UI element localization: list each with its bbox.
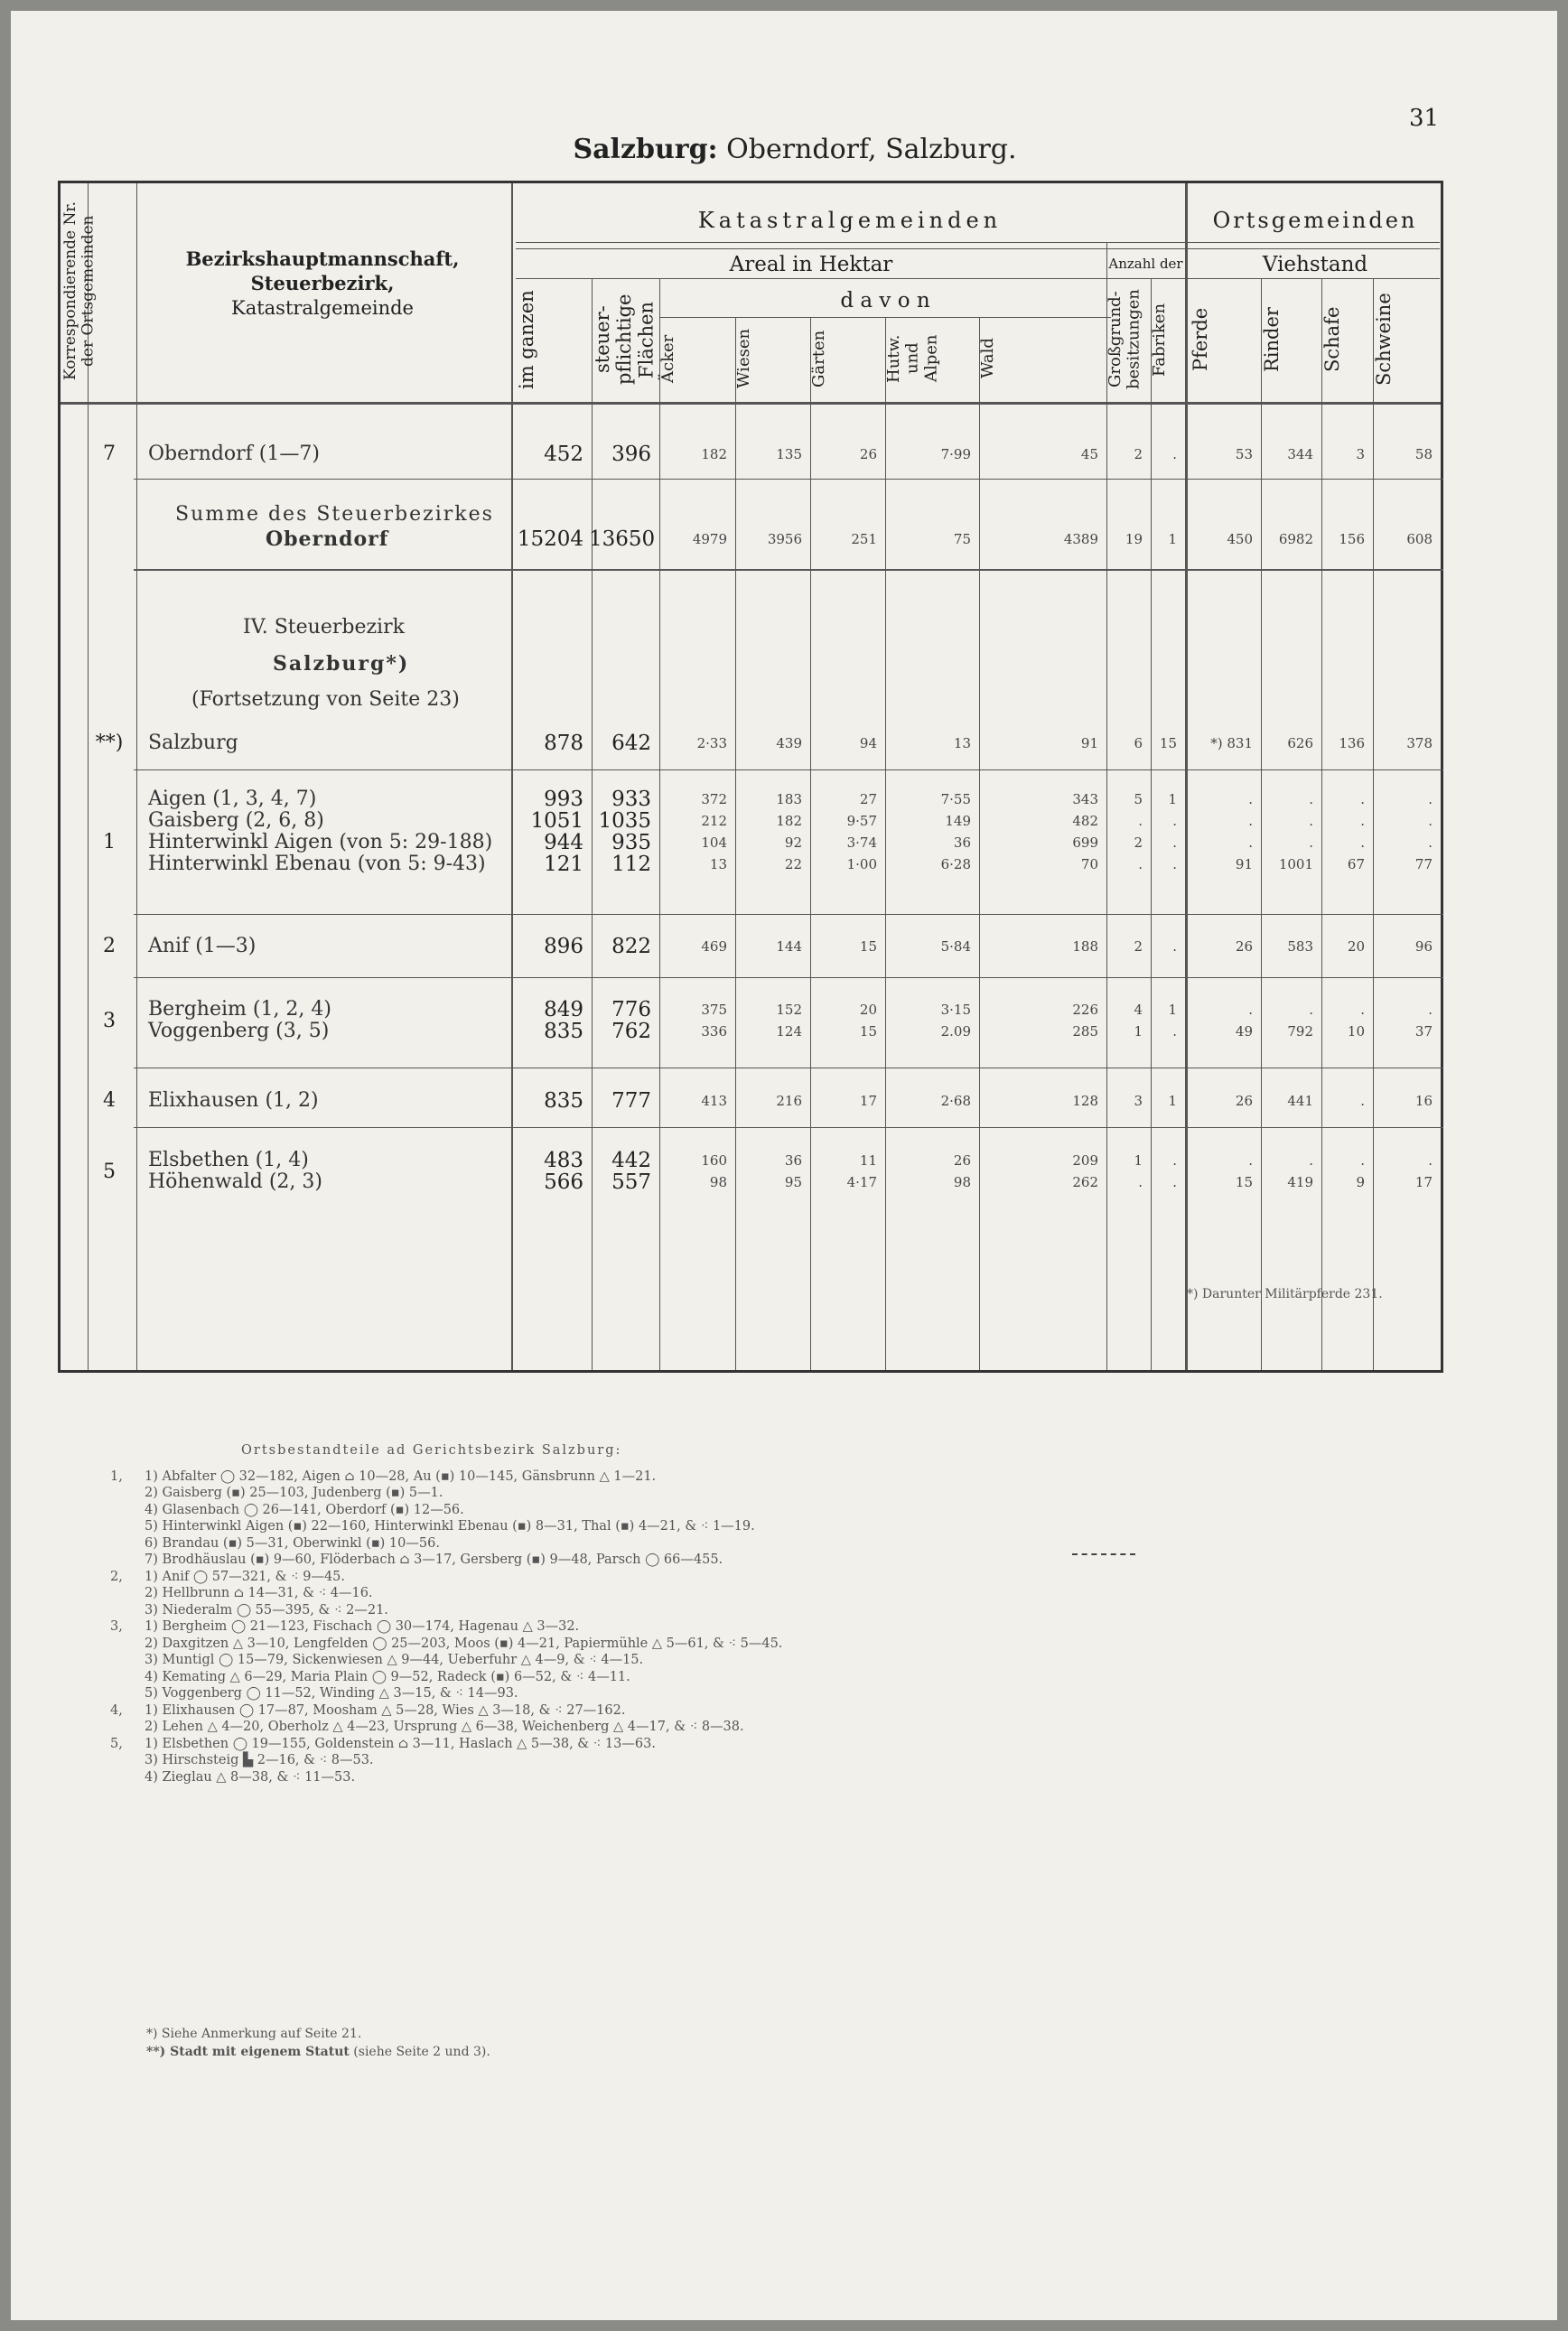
ortsliste-text: 3) Niederalm ◯ 55—395, & ⁖ 2—21.	[145, 1602, 388, 1618]
cell-schafe: .	[1360, 791, 1365, 807]
row-nr: 2	[103, 935, 116, 957]
cell-wiesen: 144	[776, 938, 802, 955]
cell-aecker: 372	[701, 791, 727, 807]
cell-wiesen: 124	[776, 1023, 802, 1040]
cell-pferde: 26	[1235, 938, 1253, 955]
cell-aecker: 98	[709, 1174, 727, 1190]
cell-aecker: 182	[701, 446, 727, 462]
cell-hutw: 2.09	[940, 1023, 971, 1040]
cell-steuer: 777	[611, 1089, 651, 1113]
military-note: *) Darunter Militärpferde 231.	[1187, 1287, 1383, 1301]
cell-ganz: 121	[544, 853, 583, 876]
row-name: Anif (1—3)	[148, 935, 257, 957]
cell-fabr: 1	[1168, 791, 1177, 807]
cell-fabr: 1	[1168, 531, 1177, 547]
cell-wiesen: 92	[784, 834, 802, 851]
row-nr: 3	[103, 1010, 116, 1032]
ortsliste-line	[101, 1469, 1185, 1486]
cell-wald: 209	[1072, 1152, 1098, 1169]
header-bezirk	[142, 247, 503, 321]
cell-wald: 262	[1072, 1174, 1098, 1190]
cell-rinder: .	[1309, 813, 1313, 829]
cell-pferde: .	[1248, 1002, 1253, 1018]
row-name: Höhenwald (2, 3)	[148, 1170, 322, 1193]
ortsliste-text: 1) Elsbethen ◯ 19—155, Goldenstein ⌂ 3—11, Haslach △ 5—38, & ⁖ 13—63.	[145, 1736, 656, 1751]
cell-pferde: .	[1248, 1152, 1253, 1169]
cell-schweine: 58	[1414, 446, 1433, 462]
cell-schweine: .	[1428, 834, 1433, 851]
cell-gross: 6	[1134, 735, 1143, 751]
footnote-2	[146, 2043, 490, 2061]
cell-schweine: 608	[1406, 531, 1433, 547]
row-name: Elixhausen (1, 2)	[148, 1089, 319, 1112]
cell-schweine: .	[1428, 1002, 1433, 1018]
ortsliste-line	[101, 1719, 1185, 1736]
header-steuer: steuer-pflichtige Flächen	[592, 294, 658, 386]
cell-pferde: 15	[1235, 1174, 1253, 1190]
ortsliste-group: 5,	[110, 1736, 123, 1751]
cell-gross: 2	[1134, 834, 1143, 851]
row-name: Voggenberg (3, 5)	[148, 1020, 330, 1042]
header-pferde: Pferde	[1190, 307, 1211, 372]
cell-schafe: .	[1360, 1152, 1365, 1169]
cell-steuer: 822	[611, 935, 651, 958]
cell-gaerten: 26	[859, 446, 877, 462]
cell-pferde: .	[1248, 791, 1253, 807]
ortsliste-text: 2) Lehen △ 4—20, Oberholz △ 4—23, Ursprung △ 6—38, Weichenberg △ 4—17, & ⁖ 8—38.	[145, 1720, 744, 1734]
cell-schweine: 16	[1414, 1093, 1433, 1109]
cell-aecker: 2·33	[696, 735, 727, 751]
ortsliste-line	[101, 1502, 1185, 1519]
header-wald: Wald	[978, 338, 997, 379]
cell-steuer: 13650	[589, 527, 656, 551]
section-subtitle: Salzburg*)	[273, 652, 410, 676]
cell-rinder: .	[1309, 1002, 1313, 1018]
ortsliste-line	[101, 1602, 1185, 1619]
cell-schafe: 10	[1347, 1023, 1365, 1040]
cell-ganz: 849	[544, 998, 583, 1021]
ortsliste-text: 4) Glasenbach ◯ 26—141, Oberdorf (▪) 12—56.	[145, 1502, 464, 1517]
ortsliste-text: 1) Bergheim ◯ 21—123, Fischach ◯ 30—174, Hagenau △ 3—32.	[145, 1619, 580, 1634]
cell-wiesen: 36	[784, 1152, 802, 1169]
cell-schweine: 77	[1414, 856, 1433, 872]
cell-fabr: .	[1172, 1174, 1177, 1190]
cell-schafe: .	[1360, 813, 1365, 829]
header-bezirk-line3: Katastralgemeinde	[231, 296, 414, 319]
cell-schweine: 96	[1414, 938, 1433, 955]
cell-steuer: 935	[611, 831, 651, 854]
cell-schafe: 9	[1356, 1174, 1365, 1190]
cell-gaerten: 1·00	[846, 856, 877, 872]
cell-hutw: 3·15	[940, 1002, 971, 1018]
cell-hutw: 75	[953, 531, 971, 547]
cell-schafe: .	[1360, 1002, 1365, 1018]
cell-aecker: 13	[709, 856, 727, 872]
row-nr: 4	[103, 1089, 116, 1112]
cell-fabr: .	[1172, 938, 1177, 955]
page-title	[11, 134, 1557, 165]
header-bezirk-line1: Bezirkshauptmannschaft,	[185, 247, 460, 270]
header-gaerten: Gärten	[809, 330, 828, 387]
cell-wiesen: 152	[776, 1002, 802, 1018]
ortsliste-text: 4) Zieglau △ 8—38, & ⁖ 11—53.	[145, 1769, 356, 1785]
ortsliste-line	[101, 1702, 1185, 1720]
cell-aecker: 469	[701, 938, 727, 955]
cell-steuer: 762	[611, 1020, 651, 1043]
ortsliste-line	[101, 1652, 1185, 1669]
ortsliste-text: 5) Voggenberg ◯ 11—52, Winding △ 3—15, & ⁖ 14—93.	[145, 1686, 518, 1701]
header-aecker: Äcker	[658, 334, 677, 383]
cell-schweine: 17	[1414, 1174, 1433, 1190]
footnote-1: *) Siehe Anmerkung auf Seite 21.	[146, 2027, 362, 2041]
cell-ganz: 835	[544, 1020, 583, 1043]
cell-wiesen: 183	[776, 791, 802, 807]
cell-wiesen: 439	[776, 735, 802, 751]
cell-wiesen: 182	[776, 813, 802, 829]
page	[11, 11, 1557, 2320]
ortsliste-line	[101, 1736, 1185, 1753]
cell-hutw: 7·99	[940, 446, 971, 462]
cell-wald: 4389	[1063, 531, 1098, 547]
header-hutw: Hutw. und Alpen	[884, 334, 941, 383]
cell-wald: 343	[1072, 791, 1098, 807]
header-bezirk-line2: Steuerbezirk,	[250, 272, 395, 295]
cell-schafe: 67	[1347, 856, 1365, 872]
cell-gaerten: 27	[859, 791, 877, 807]
cell-ganz: 483	[544, 1149, 583, 1172]
header-corr-nr: Korrespondierende Nr. der Ortsgemeinden	[61, 201, 98, 380]
cell-fabr: .	[1172, 856, 1177, 872]
cell-pferde: 53	[1235, 446, 1253, 462]
cell-aecker: 375	[701, 1002, 727, 1018]
cell-steuer: 112	[611, 853, 651, 876]
header-gross: Großgrund-besitzungen	[1106, 289, 1143, 390]
ortsliste-line	[101, 1552, 1185, 1569]
row-nr: 7	[103, 443, 116, 465]
cell-ganz: 15204	[517, 527, 583, 551]
summe-label-bold: Oberndorf	[266, 527, 389, 551]
ortsliste-text: 5) Hinterwinkl Aigen (▪) 22—160, Hinterwinkl Ebenau (▪) 8—31, Thal (▪) 4—21, & ⁖ 1—19.	[145, 1519, 755, 1534]
cell-rinder: .	[1309, 834, 1313, 851]
cell-hutw: 5·84	[940, 938, 971, 955]
cell-fabr: 15	[1159, 735, 1177, 751]
row-name: Salzburg	[148, 732, 238, 754]
cell-rinder: 583	[1287, 938, 1313, 955]
footnote-2-bold: **) Stadt mit eigenem Statut	[146, 2045, 350, 2059]
ortsliste-text: 3) Muntigl ◯ 15—79, Sickenwiesen △ 9—44, Ueberfuhr △ 4—9, & ⁖ 4—15.	[145, 1653, 644, 1667]
ortsliste-text: 1) Abfalter ◯ 32—182, Aigen ⌂ 10—28, Au (▪) 10—145, Gänsbrunn △ 1—21.	[145, 1469, 657, 1484]
row-name: Aigen (1, 3, 4, 7)	[148, 788, 317, 810]
cell-rinder: 441	[1287, 1093, 1313, 1109]
ortsliste-line	[101, 1569, 1185, 1586]
ortsliste-line	[101, 1685, 1185, 1702]
cell-schweine: .	[1428, 1152, 1433, 1169]
cell-fabr: .	[1172, 834, 1177, 851]
ortsliste-line	[101, 1636, 1185, 1653]
cell-gaerten: 17	[859, 1093, 877, 1109]
cell-hutw: 6·28	[940, 856, 971, 872]
cell-steuer: 442	[611, 1149, 651, 1172]
cell-hutw: 149	[945, 813, 971, 829]
cell-schweine: 37	[1414, 1023, 1433, 1040]
cell-gross: 1	[1134, 1152, 1143, 1169]
cell-ganz: 566	[544, 1170, 583, 1194]
row-name: Hinterwinkl Ebenau (von 5: 9-43)	[148, 853, 486, 875]
header-ganz: im ganzen	[516, 290, 537, 389]
ortsliste-text: 3) Hirschsteig ▙ 2—16, & ⁖ 8—53.	[145, 1753, 374, 1767]
cell-hutw: 26	[953, 1152, 971, 1169]
cell-ganz: 896	[544, 935, 583, 958]
cell-ganz: 993	[544, 788, 583, 811]
cell-gaerten: 20	[859, 1002, 877, 1018]
cell-pferde: *) 831	[1210, 735, 1253, 751]
footnotes	[146, 2025, 490, 2061]
cell-rinder: 792	[1287, 1023, 1313, 1040]
cell-schafe: 136	[1339, 735, 1365, 751]
cell-steuer: 642	[611, 732, 651, 755]
cell-wald: 482	[1072, 813, 1098, 829]
ortsliste-group: 4,	[110, 1702, 123, 1718]
cell-fabr: 1	[1168, 1093, 1177, 1109]
cell-wiesen: 95	[784, 1174, 802, 1190]
cell-ganz: 835	[544, 1089, 583, 1113]
cell-fabr: .	[1172, 1023, 1177, 1040]
header-fabr: Fabriken	[1150, 303, 1169, 377]
cell-fabr: .	[1172, 813, 1177, 829]
cell-gross: 2	[1134, 938, 1143, 955]
summe-label: Summe des Steuerbezirkes	[175, 503, 494, 526]
ortsbestandteile-list	[101, 1442, 1185, 1786]
row-divider	[134, 914, 1443, 915]
cell-fabr: 1	[1168, 1002, 1177, 1018]
row-nr: 5	[103, 1161, 116, 1183]
row-nr: 1	[103, 831, 116, 853]
page-title-rest: Oberndorf, Salzburg.	[717, 134, 1017, 165]
cell-rinder: 6982	[1278, 531, 1313, 547]
row-name: Hinterwinkl Aigen (von 5: 29-188)	[148, 831, 493, 853]
cell-wiesen: 22	[784, 856, 802, 872]
cell-rinder: 1001	[1278, 856, 1313, 872]
cell-pferde: 49	[1235, 1023, 1253, 1040]
cell-hutw: 2·68	[940, 1093, 971, 1109]
cell-ganz: 944	[544, 831, 583, 854]
cell-steuer: 776	[611, 998, 651, 1021]
cell-pferde: .	[1248, 813, 1253, 829]
cell-ganz: 1051	[530, 809, 583, 833]
cell-wald: 226	[1072, 1002, 1098, 1018]
cell-gaerten: 3·74	[846, 834, 877, 851]
cell-rinder: 344	[1287, 446, 1313, 462]
cell-aecker: 212	[701, 813, 727, 829]
cell-hutw: 7·55	[940, 791, 971, 807]
cell-steuer: 557	[611, 1170, 651, 1194]
cell-pferde: 91	[1235, 856, 1253, 872]
cell-schafe: 3	[1356, 446, 1365, 462]
ortsliste-group: 1,	[110, 1469, 123, 1484]
row-divider	[134, 1127, 1443, 1128]
cell-rinder: 626	[1287, 735, 1313, 751]
footnote-2-rest: (siehe Seite 2 und 3).	[349, 2045, 490, 2059]
cell-hutw: 36	[953, 834, 971, 851]
row-divider	[134, 769, 1443, 770]
cell-gaerten: 15	[859, 1023, 877, 1040]
row-divider	[134, 977, 1443, 978]
cell-schafe: 156	[1339, 531, 1365, 547]
cell-wald: 45	[1080, 446, 1098, 462]
page-number: 31	[1409, 105, 1440, 132]
ortsliste-text: 1) Elixhausen ◯ 17—87, Moosham △ 5—28, Wies △ 3—18, & ⁖ 27—162.	[145, 1702, 626, 1718]
header-rinder: Rinder	[1261, 307, 1283, 372]
cell-schafe: 20	[1347, 938, 1365, 955]
cell-wald: 188	[1072, 938, 1098, 955]
cell-wald: 70	[1080, 856, 1098, 872]
cell-schweine: .	[1428, 791, 1433, 807]
ortsliste-text: 1) Anif ◯ 57—321, & ⁖ 9—45.	[145, 1569, 346, 1584]
cell-ganz: 452	[544, 443, 583, 466]
cell-hutw: 98	[953, 1174, 971, 1190]
page-title-bold: Salzburg:	[573, 134, 718, 165]
ortsliste-line	[101, 1752, 1185, 1769]
row-name: Gaisberg (2, 6, 8)	[148, 809, 324, 832]
header-anzahl: Anzahl der	[1108, 256, 1183, 272]
cell-gross: 1	[1134, 1023, 1143, 1040]
ortsliste-group: 2,	[110, 1569, 123, 1584]
cell-schweine: .	[1428, 813, 1433, 829]
cell-aecker: 104	[701, 834, 727, 851]
header-areal: Areal in Hektar	[729, 253, 893, 276]
cell-hutw: 13	[953, 735, 971, 751]
cell-pferde: .	[1248, 834, 1253, 851]
cell-schweine: 378	[1406, 735, 1433, 751]
cell-aecker: 4979	[692, 531, 727, 547]
cell-gaerten: 11	[859, 1152, 877, 1169]
cell-gross: .	[1138, 813, 1143, 829]
section-note: (Fortsetzung von Seite 23)	[191, 688, 460, 711]
cell-fabr: .	[1172, 1152, 1177, 1169]
header-schafe: Schafe	[1321, 306, 1343, 373]
ortsliste-line	[101, 1585, 1185, 1602]
cell-gaerten: 9·57	[846, 813, 877, 829]
header-katastral: Katastralgemeinden	[697, 208, 1003, 233]
cell-gross: 3	[1134, 1093, 1143, 1109]
cell-schafe: .	[1360, 834, 1365, 851]
header-viehstand: Viehstand	[1262, 253, 1368, 276]
cell-ganz: 878	[544, 732, 583, 755]
cell-aecker: 160	[701, 1152, 727, 1169]
ortsliste-text: 7) Brodhäuslau (▪) 9—60, Flöderbach ⌂ 3—17, Gersberg (▪) 9—48, Parsch ◯ 66—455.	[145, 1552, 723, 1567]
cell-gross: 5	[1134, 791, 1143, 807]
row-divider	[134, 479, 1443, 480]
cell-schafe: .	[1360, 1093, 1365, 1109]
cell-aecker: 336	[701, 1023, 727, 1040]
cell-fabr: .	[1172, 446, 1177, 462]
ortsliste-text: 4) Kemating △ 6—29, Maria Plain ◯ 9—52, Radeck (▪) 6—52, & ⁖ 4—11.	[145, 1669, 630, 1684]
ortsliste-line	[101, 1518, 1185, 1535]
cell-gross: 4	[1134, 1002, 1143, 1018]
ortsliste-group: 3,	[110, 1619, 123, 1634]
cell-gaerten: 94	[859, 735, 877, 751]
cell-wald: 91	[1080, 735, 1098, 751]
cell-wiesen: 135	[776, 446, 802, 462]
cell-steuer: 396	[611, 443, 651, 466]
row-nr: **)	[95, 732, 124, 754]
cell-wiesen: 3956	[767, 531, 802, 547]
cell-pferde: 450	[1227, 531, 1253, 547]
ortsliste-line	[101, 1485, 1185, 1502]
ortsliste-text: 6) Brandau (▪) 5—31, Oberwinkl (▪) 10—56.	[145, 1535, 440, 1551]
header-ortsgemeinden: Ortsgemeinden	[1212, 208, 1418, 233]
header-davon: d a v o n	[840, 289, 930, 312]
row-divider	[134, 569, 1443, 571]
section-title: IV. Steuerbezirk	[243, 616, 405, 639]
ortsliste-text: 2) Hellbrunn ⌂ 14—31, & ⁖ 4—16.	[145, 1586, 373, 1600]
ortsliste-title: Ortsbestandteile ad Gerichtsbezirk Salzburg:	[241, 1443, 622, 1458]
ortsliste-text: 2) Gaisberg (▪) 25—103, Judenberg (▪) 5—1.	[145, 1486, 443, 1500]
header-schweine: Schweine	[1373, 293, 1395, 387]
header-wiesen: Wiesen	[734, 328, 753, 389]
cell-steuer: 933	[611, 788, 651, 811]
cell-rinder: 419	[1287, 1174, 1313, 1190]
statistics-table	[58, 181, 1443, 1373]
row-name: Bergheim (1, 2, 4)	[148, 998, 331, 1021]
ortsliste-line	[101, 1535, 1185, 1552]
row-name: Oberndorf (1—7)	[148, 443, 320, 465]
cell-wald: 128	[1072, 1093, 1098, 1109]
cell-wald: 285	[1072, 1023, 1098, 1040]
cell-pferde: 26	[1235, 1093, 1253, 1109]
cell-rinder: .	[1309, 1152, 1313, 1169]
cell-gross: 19	[1125, 531, 1143, 547]
cell-gaerten: 15	[859, 938, 877, 955]
cell-steuer: 1035	[598, 809, 651, 833]
cell-aecker: 413	[701, 1093, 727, 1109]
ortsliste-text: 2) Daxgitzen △ 3—10, Lengfelden ◯ 25—203, Moos (▪) 4—21, Papiermühle △ 5—61, & ⁖ 5—45.	[145, 1636, 783, 1651]
row-name: Elsbethen (1, 4)	[148, 1149, 309, 1171]
ortsliste-line	[101, 1769, 1185, 1786]
cell-gross: .	[1138, 856, 1143, 872]
cell-gaerten: 251	[851, 531, 877, 547]
cell-gross: 2	[1134, 446, 1143, 462]
cell-rinder: .	[1309, 791, 1313, 807]
cell-wald: 699	[1072, 834, 1098, 851]
ortsliste-line	[101, 1618, 1185, 1636]
cell-gaerten: 4·17	[846, 1174, 877, 1190]
ortsliste-line	[101, 1669, 1185, 1686]
cell-gross: .	[1138, 1174, 1143, 1190]
cell-wiesen: 216	[776, 1093, 802, 1109]
